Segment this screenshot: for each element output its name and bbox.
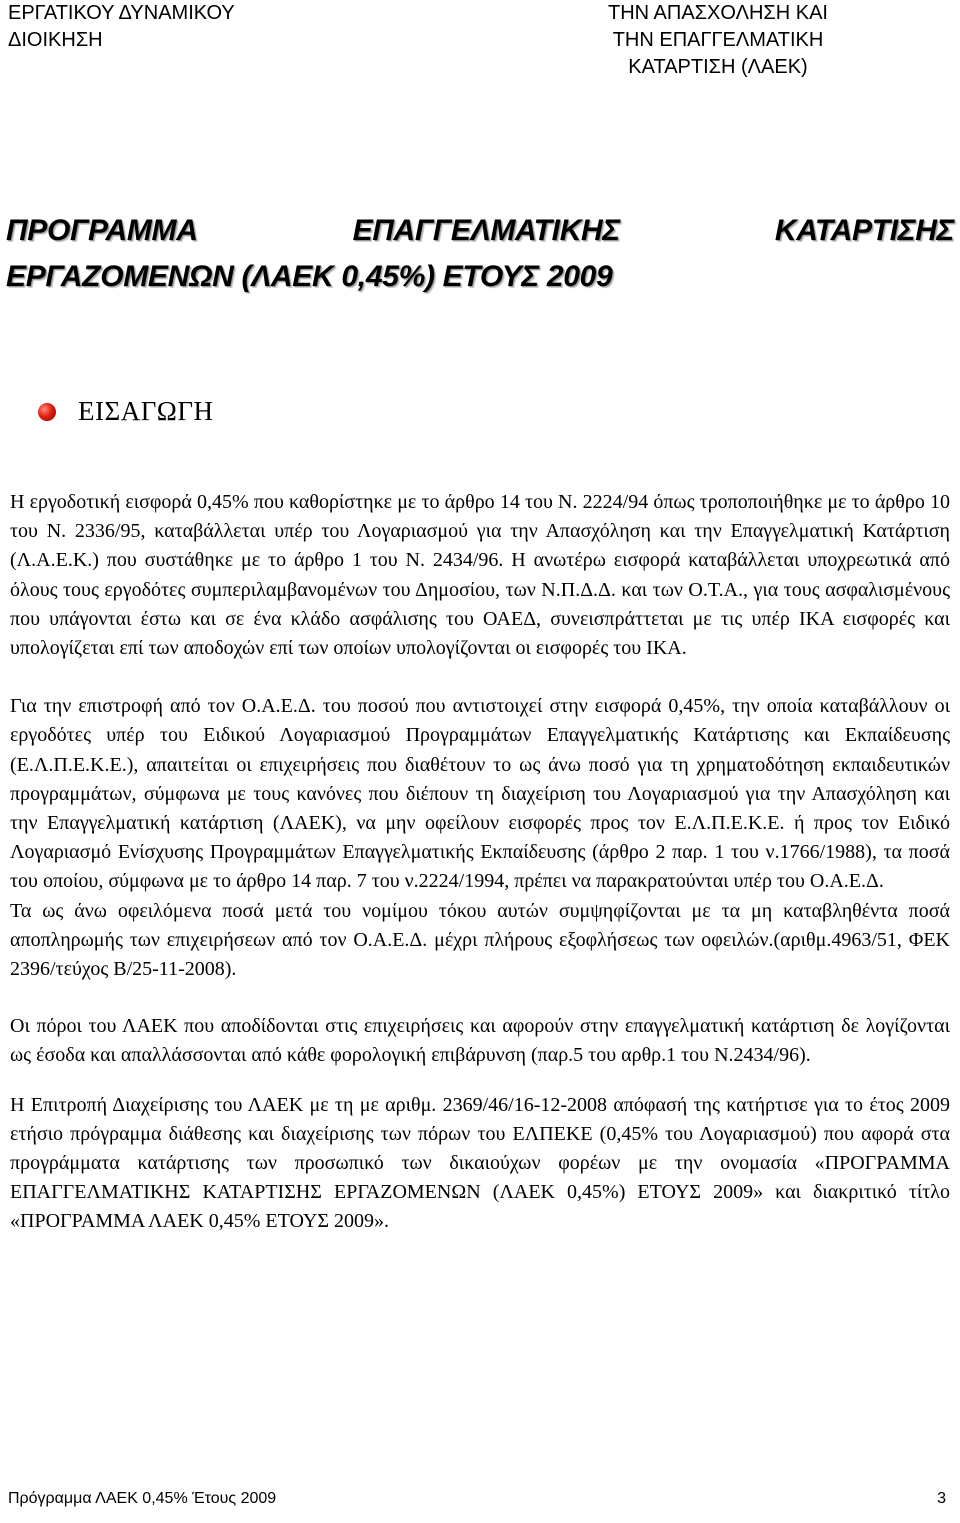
paragraph: Τα ως άνω οφειλόμενα ποσά μετά του νομίμου τόκου αυτών συμψηφίζονται με τα μη καταβληθέντα ποσά αποπληρωμής των επιχειρήσεων από τον Ο.Α.Ε.Δ. μέχρι πλήρους εξοφλήσεως των οφειλών.(αριθμ.4963/51, ΦΕΚ 2396/τεύχος Β/25-11-2008). bbox=[10, 899, 950, 981]
footer-label: Πρόγραμμα ΛΑΕΚ 0,45% Έτους 2009 bbox=[8, 1490, 277, 1507]
document-title bbox=[6, 208, 954, 300]
title-word: ΠΡΟΓΡΑΜΜΑ bbox=[6, 214, 198, 247]
paragraph: Για την επιστροφή από τον Ο.Α.Ε.Δ. του ποσού που αντιστοιχεί στην εισφορά 0,45%, την οποία καταβάλλουν οι εργοδότες υπέρ του Ειδικού Λογαριασμού Προγραμμάτων Επαγγελματικής Κατάρτισης και Εκπαίδευσης (Ε.Λ.Π.Ε.Κ.Ε.), απαιτείται οι επιχειρήσεις που διαθέτουν το ως άνω ποσό για τη χρηματοδότηση εκπαιδευτικών προγραμμάτων, σύμφωνα με τους κανόνες που διέπουν τη διαχείριση του Λογαριασμού για την Απασχόληση και την Επαγγελματική κατάρτιση (ΛΑΕΚ), να μην οφείλουν εισφορές προς τον Ε.Λ.Π.Ε.Κ.Ε. ή προς τον Ειδικό Λογαριασμό Ενίσχυσης Προγραμμάτων Επαγγελματικής Εκπαίδευσης (άρθρο 2 παρ. 1 του ν.1766/1988), τα ποσά του οποίου, σύμφωνα με το άρθρο 14 παρ. 7 του ν.2224/1994, πρέπει να παρακρατούνται υπέρ του Ο.Α.Ε.Δ. bbox=[10, 695, 950, 893]
header-left bbox=[8, 0, 408, 54]
header-left-line: ΔΙΟΙΚΗΣΗ bbox=[8, 29, 103, 51]
page-footer bbox=[8, 1490, 946, 1508]
section-heading bbox=[38, 396, 213, 427]
title-line-1 bbox=[6, 208, 954, 254]
paragraph: Η εργοδοτική εισφορά 0,45% που καθορίστηκε με το άρθρο 14 του Ν. 2224/94 όπως τροποποιήθηκε με το άρθρο 10 του Ν. 2336/95, καταβάλλεται υπέρ του Λογαριασμού για την Απασχόληση και την Επαγγελματική Κατάρτιση (Λ.Α.Ε.Κ.) που συστάθηκε με το άρθρο 1 του Ν. 2434/96. Η ανωτέρω εισφορά καταβάλλεται υποχρεωτικά από όλους τους εργοδότες συμπεριλαμβανομένων του Δημοσίου, των Ν.Π.Δ.Δ. και των Ο.Τ.Α., για τους ασφαλισμένους που υπάγονται έστω και σε ένα κλάδο ασφάλισης του ΟΑΕΔ, συνεισπράττεται με τις υπέρ ΙΚΑ εισφορές και υπολογίζεται επί των αποδοχών επί των οποίων υπολογίζονται οι εισφορές του ΙΚΑ. bbox=[10, 491, 950, 660]
paragraph: Οι πόροι του ΛΑΕΚ που αποδίδονται στις επιχειρήσεις και αφορούν στην επαγγελματική κατάρτιση δε λογίζονται ως έσοδα και απαλλάσσονται από κάθε φορολογική επιβάρυνση (παρ.5 του αρθρ.1 του Ν.2434/96). bbox=[10, 1015, 950, 1067]
section-title: ΕΙΣΑΓΩΓΗ bbox=[78, 396, 214, 426]
title-line-2: ΕΡΓΑΖΟΜΕΝΩΝ (ΛΑΕΚ 0,45%) ΕΤΟΥΣ 2009 bbox=[6, 260, 613, 293]
header-right bbox=[568, 0, 868, 81]
title-word: ΚΑΤΑΡΤΙΣΗΣ bbox=[774, 214, 954, 247]
document-body bbox=[10, 488, 950, 1237]
header-right-line: ΚΑΤΑΡΤΙΣΗ (ΛΑΕΚ) bbox=[628, 56, 808, 78]
title-word: ΕΠΑΓΓΕΛΜΑΤΙΚΗΣ bbox=[352, 214, 620, 247]
header-right-line: ΤΗΝ ΕΠΑΓΓΕΛΜΑΤΙΚΗ bbox=[612, 29, 824, 51]
header-left-line: ΕΡΓΑΤΙΚΟΥ ΔΥΝΑΜΙΚΟΥ bbox=[8, 2, 235, 24]
red-bullet-icon bbox=[38, 403, 56, 421]
header-right-line: ΤΗΝ ΑΠΑΣΧΟΛΗΣΗ ΚΑΙ bbox=[608, 2, 828, 24]
page-number: 3 bbox=[937, 1490, 946, 1507]
paragraph: Η Επιτροπή Διαχείρισης του ΛΑΕΚ με τη με αριθμ. 2369/46/16-12-2008 απόφασή της κατήρτισε για το έτος 2009 ετήσιο πρόγραμμα διάθεσης και διαχείρισης των πόρων του ΕΛΠΕΚΕ (0,45% του Λογαριασμού) που αφορά στα προγράμματα κατάρτισης των προσωπικό των δικαιούχων φορέων με την ονομασία «ΠΡΟΓΡΑΜΜΑ ΕΠΑΓΓΕΛΜΑΤΙΚΗΣ ΚΑΤΑΡΤΙΣΗΣ ΕΡΓΑΖΟΜΕΝΩΝ (ΛΑΕΚ 0,45%) ΕΤΟΥΣ 2009» και διακριτικό τίτλο «ΠΡΟΓΡΑΜΜΑ ΛΑΕΚ 0,45% ΕΤΟΥΣ 2009». bbox=[10, 1093, 950, 1233]
